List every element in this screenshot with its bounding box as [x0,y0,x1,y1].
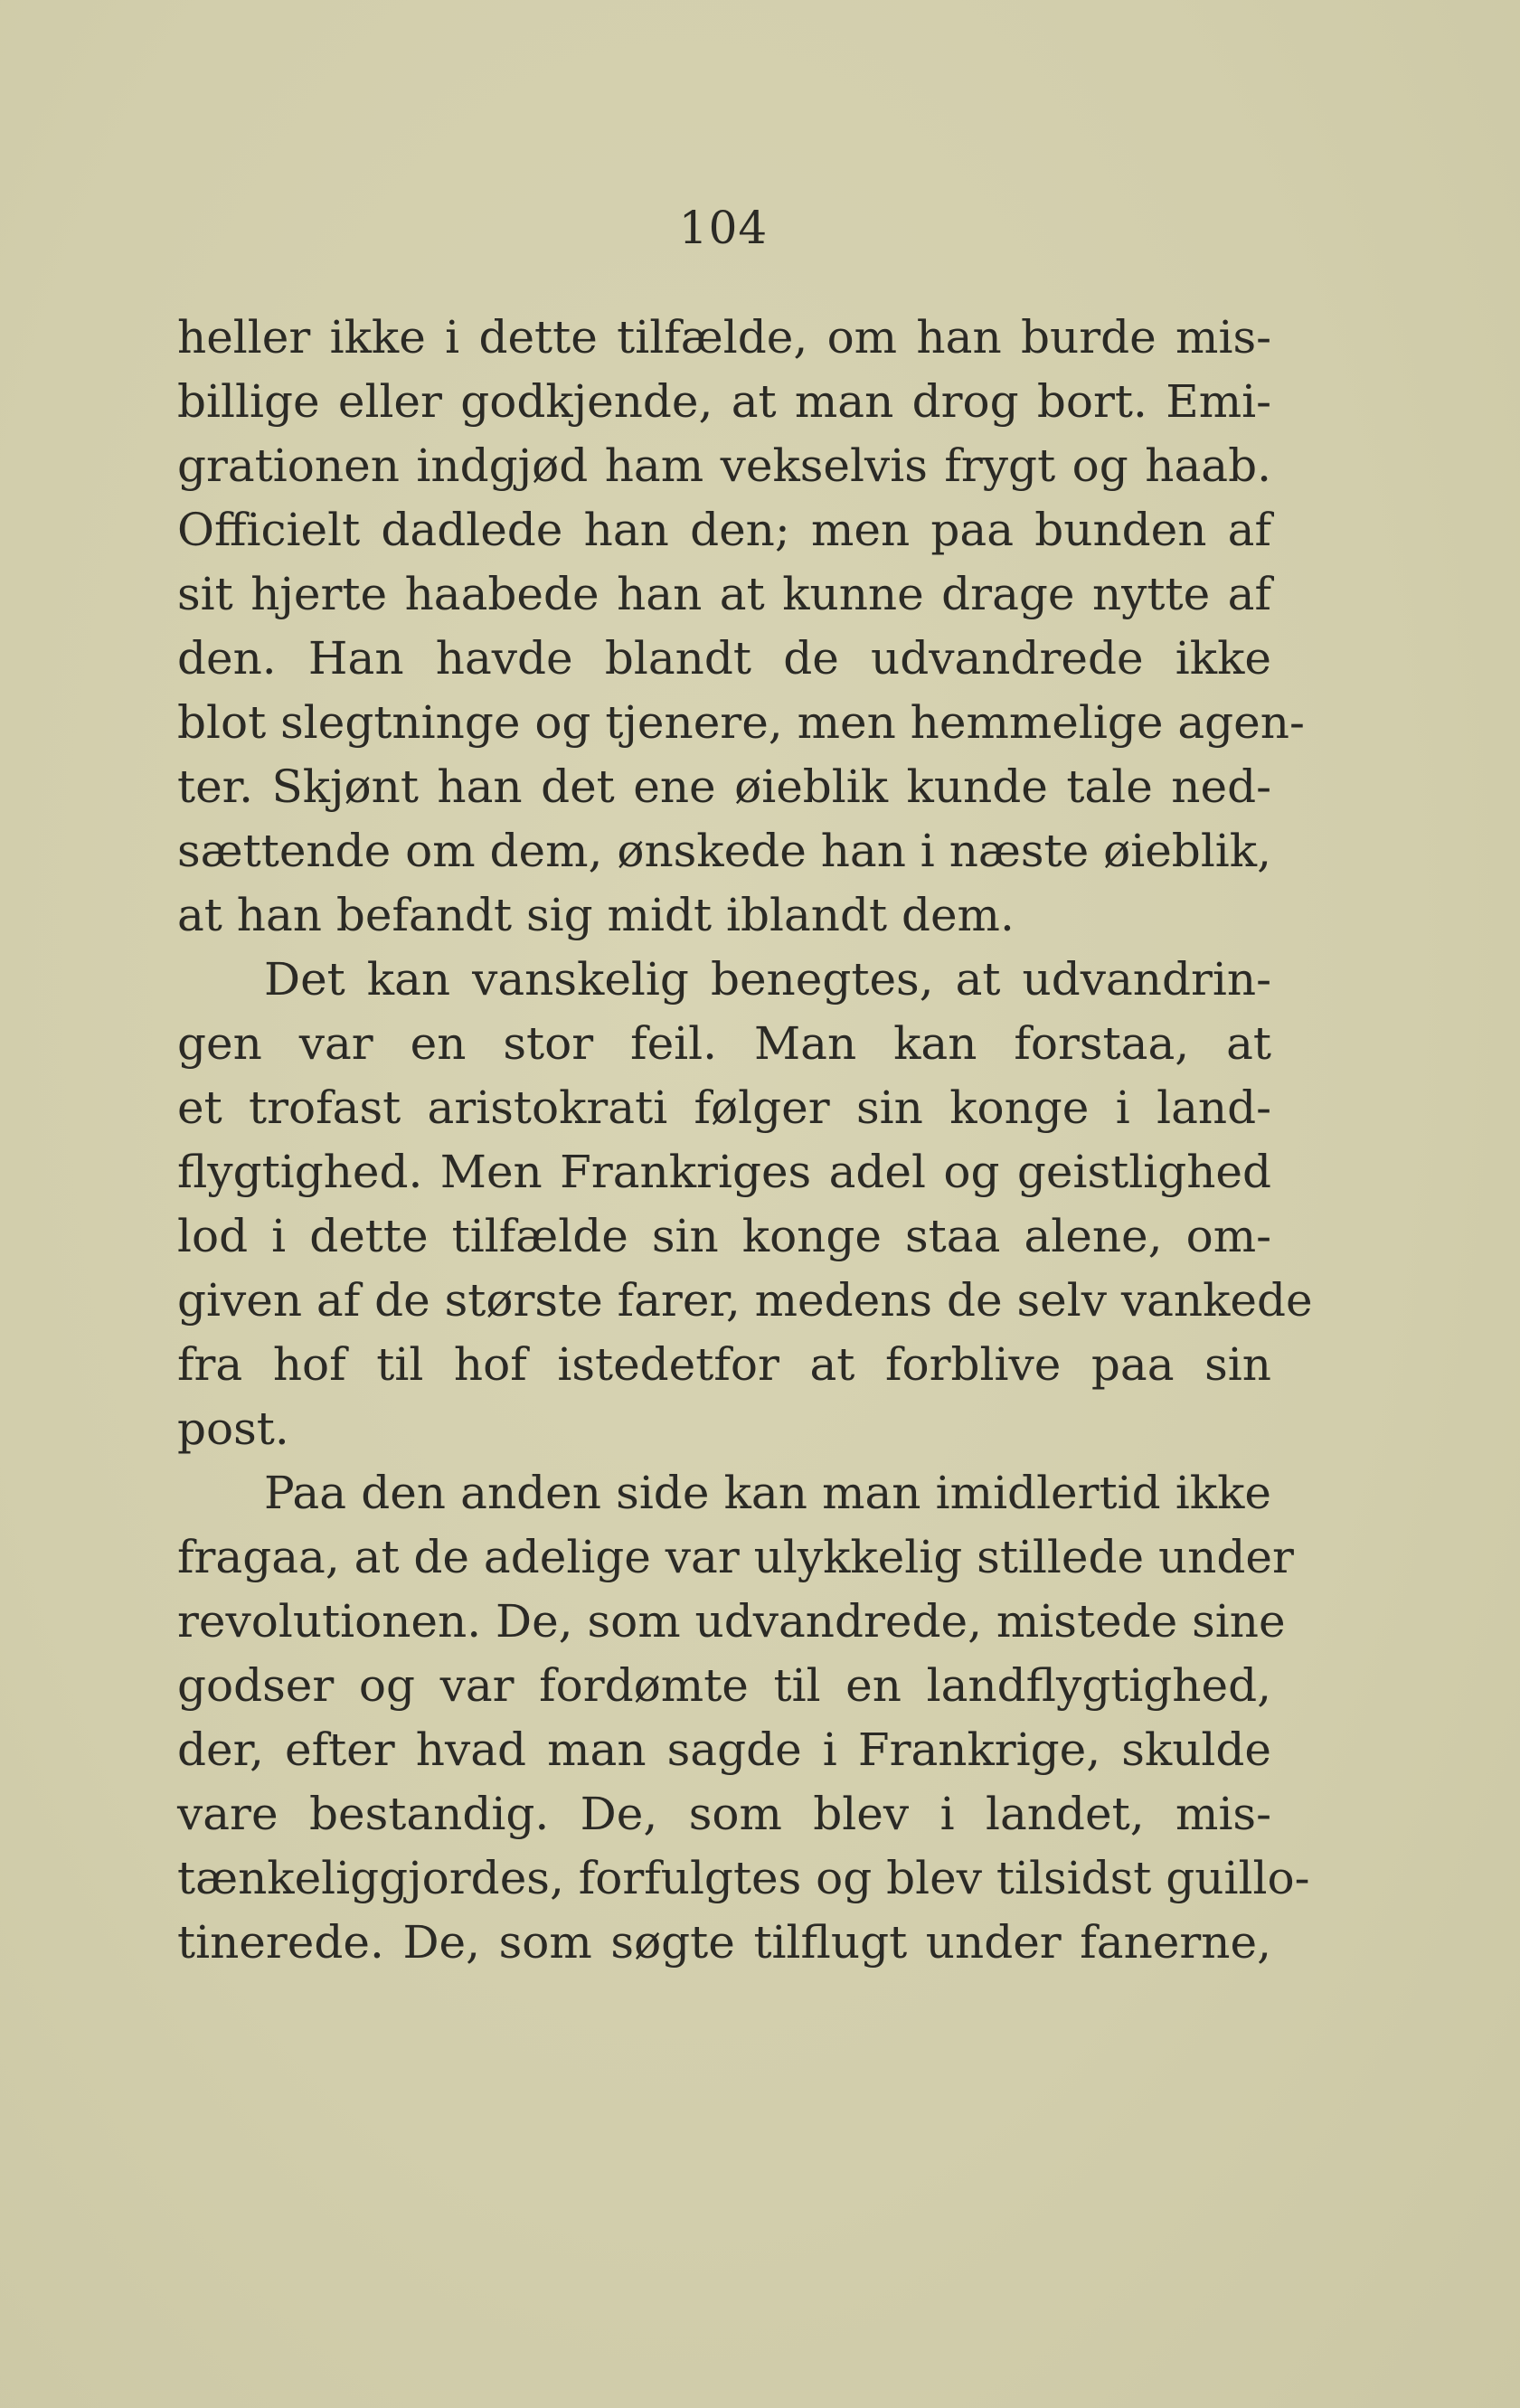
text-line: godser og var fordømte til en landflygtighed, [177,1659,1271,1712]
text-line: given af de største farer, medens de selv vankede [177,1274,1313,1327]
text-line: Det kan vanskelig benegtes, at udvandrin- [264,953,1271,1006]
text-line: billige eller godkjende, at man drog bort. Emi- [177,375,1271,428]
text-line: revolutionen. De, som udvandrede, mistede sine [177,1595,1286,1648]
text-line: grationen indgjød ham vekselvis frygt og haab. [177,439,1271,492]
text-line: fra hof til hof istedetfor at forblive paa sin [177,1338,1271,1391]
text-line: Paa den anden side kan man imidlertid ikke [264,1467,1271,1519]
text-line: sit hjerte haabede han at kunne drage nytte af [177,568,1271,620]
text-line: post. [177,1402,289,1455]
text-line: der, efter hvad man sagde i Frankrige, skulde [177,1723,1271,1776]
text-line: vare bestandig. De, som blev i landet, mis- [177,1788,1271,1840]
body-text [177,306,1313,1975]
text-line: heller ikke i dette tilfælde, om han burde mis- [177,311,1271,364]
text-line: lod i dette tilfælde sin konge staa alene, om- [177,1210,1271,1262]
text-line: sættende om dem, ønskede han i næste øieblik, [177,825,1271,877]
page-number: 104 [678,202,769,254]
text-line: tinerede. De, som søgte tilflugt under fanerne, [177,1916,1271,1969]
text-line: flygtighed. Men Frankriges adel og geistlighed [177,1146,1271,1198]
text-line: fragaa, at de adelige var ulykkelig stillede under [177,1531,1294,1583]
text-line: Officielt dadlede han den; men paa bunden af [177,504,1271,556]
text-line: den. Han havde blandt de udvandrede ikke [177,632,1271,685]
text-line: at han befandt sig midt iblandt dem. [177,889,1015,941]
text-line: ter. Skjønt han det ene øieblik kunde tale ned- [177,760,1271,813]
text-line: gen var en stor feil. Man kan forstaa, at [177,1017,1271,1070]
text-line: blot slegtninge og tjenere, men hemmelige agen- [177,696,1305,749]
text-line: tænkeliggjordes, forfulgtes og blev tilsidst guillo- [177,1852,1310,1904]
text-line: et trofast aristokrati følger sin konge i land- [177,1081,1271,1134]
